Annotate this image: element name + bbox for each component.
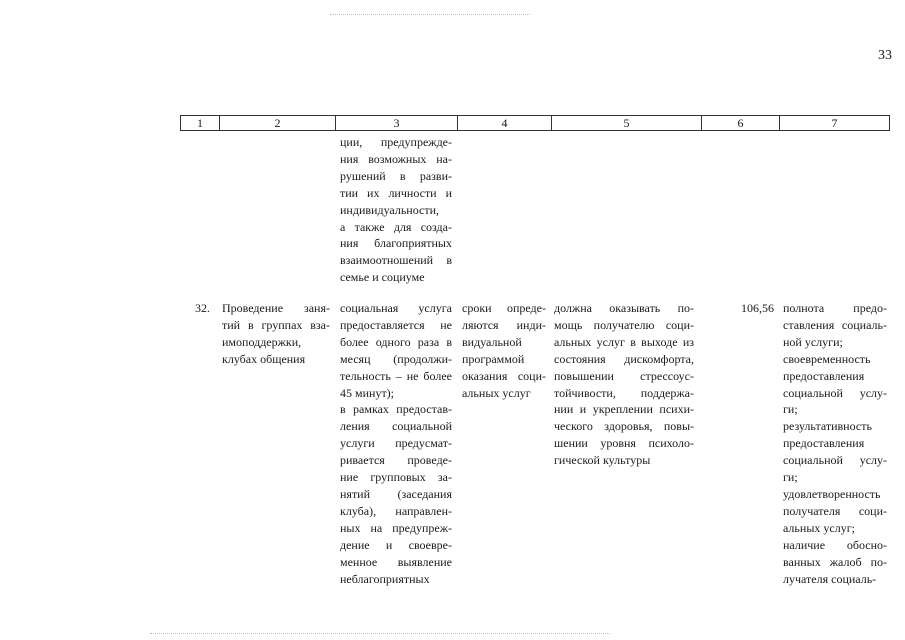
service-terms: сроки опреде- ляются инди- видуальной программой оказания соци- альных услуг xyxy=(462,301,546,400)
scan-artifact-top xyxy=(330,14,530,16)
quality-indicators: полнота предо- ставления социаль- ной услуги; своевременность предоставления социальной услу- ги; результативность предоставления социальной услу- ги; удовлетворенность получателя соци- альных услуг; наличие обосно- ванных жалоб по- лучателя социаль- xyxy=(783,301,887,586)
header-col-4: 4 xyxy=(457,116,551,130)
service-name: Проведение заня- тий в группах вза- имоподдержки, клубах общения xyxy=(222,301,330,366)
scan-artifact-bottom xyxy=(150,633,610,635)
header-col-7: 7 xyxy=(779,116,889,130)
service-standard: должна оказывать по- мощь получателю соци- альных услуг в выходе из состояния дискомфорта, повышении стрессоус- тойчивости, поддержа- нии и укреплении психи- ческого здоровья, повы- шении уровня психоло- гической культуры xyxy=(554,301,694,468)
header-col-1: 1 xyxy=(197,116,203,130)
header-col-3: 3 xyxy=(335,116,457,130)
header-col-2: 2 xyxy=(219,116,335,130)
table-header-row xyxy=(180,115,890,131)
header-col-5: 5 xyxy=(551,116,701,130)
header-col-6: 6 xyxy=(701,116,779,130)
service-tariff: 106,56 xyxy=(741,301,774,315)
page-number: 33 xyxy=(878,48,892,63)
service-description: социальная услуга предоставляется не более одного раза в месяц (продолжи- тельность – не более 45 минут); в рамках предостав- ления социальной услуги предусмат- ривается проведе- ние групповых за- нятий (заседания клуба), направлен- ных на предупреж- дение и своевре- менное выявление неблагоприятных xyxy=(340,301,452,586)
row-number: 32. xyxy=(195,301,210,315)
continuation-col3-text: ции, предупрежде- ния возможных на- рушений в разви- тии их личности и индивидуальности, а также для созда- ния благоприятных взаимоотношений в семье и социуме xyxy=(340,135,452,285)
